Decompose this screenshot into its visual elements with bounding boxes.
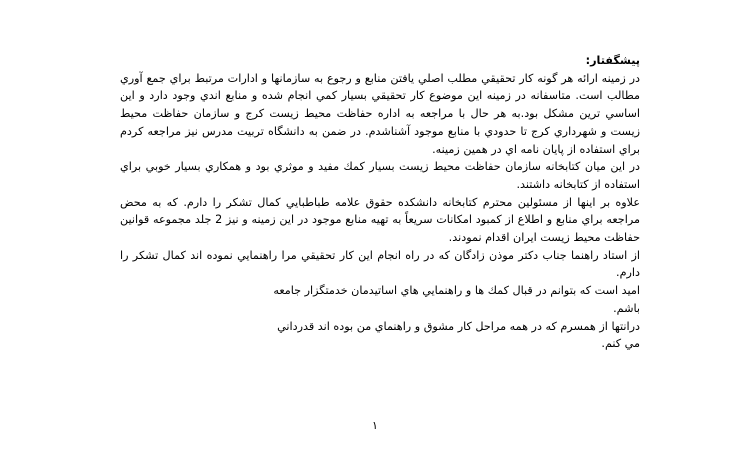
line-hope: اميد است كه بتوانم در قبال كمك ها و راهنمايي هاي اساتيدمان خدمتگزار جامعه — [273, 284, 640, 298]
line-spouse: درانتها از همسرم كه در همه مراحل كار مشوق و راهنماي من بوده اند قدرداني — [277, 319, 640, 333]
document-body — [120, 52, 640, 353]
line-hope-end: باشم. — [613, 301, 640, 315]
paragraph-law-faculty: علاوه بر اينها از مسئولين محترم كتابخانه دانشكده حقوق علامه طباطبايي كمال تشكر را دارم. كه به محض مراجعه براي منابع و اطلاع از كمبود امكانات سريعاً به تهيه منابع موجود در اين زمينه و نيز 2 جلد مجموعه قوانين حفاظت محيط زيست ايران اقدام نمودند. — [120, 195, 640, 245]
paragraph-advisor: از استاد راهنما جناب دكتر موذن زادگان كه در راه انجام اين كار تحقيقي مرا راهنمايي نموده اند كمال تشكر را دارم. — [120, 248, 640, 280]
page-number: ۱ — [372, 419, 378, 432]
preface-heading: پيشگفتار: — [585, 54, 640, 67]
paragraph-library: در اين ميان كتابخانه سازمان حفاظت محيط زيست بسيار كمك مفيد و موثري بود و همكاري بسيار خوبي براي استفاده از كتابخانه داشتند. — [120, 160, 640, 191]
line-spouse-end: مي كنم. — [601, 337, 640, 351]
paragraph-sources: در زمينه ارائه هر گونه كار تحقيقي مطلب اصلي يافتن منابع و رجوع به سازمانها و ادارات مرتبط براي جمع آوري مطالب است. متاسفانه در زمينه اين موضوع كار تحقيقي بسيار كمي انجام شده و منابع اندي وجود دارد و اين اساسي ترين مشكل بود.به هر حال با مراجعه به اداره حفاظت محيط زيست كرج و سازمان حفاظت محيط زيست و شهرداري كرج تا حدودي با منابع موجود آشناشدم. در ضمن به دانشگاه تربيت مدرس نيز مراجعه كردم براي استفاده از پايان نامه اي در همين زمينه. — [120, 71, 640, 156]
